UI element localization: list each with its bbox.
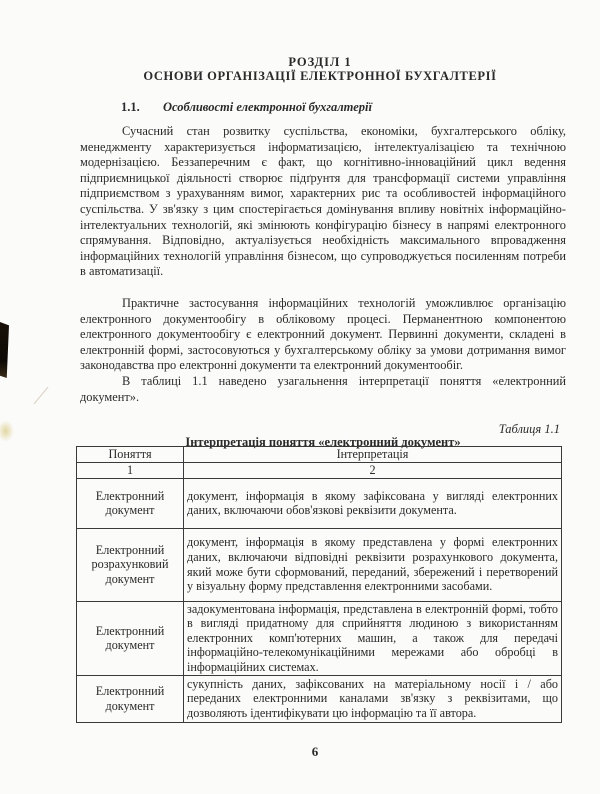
table-row	[77, 675, 562, 722]
definition-cell: задокументована інформація, представлена в електронній формі, тобто в вигляді придатному для сприйняття людиною з використанням електронних комп'ютерних машин, а також для передачі інформаційно-телекомунікаційними мережами або обробці в інформаційних системах.	[184, 601, 562, 675]
table-caption: Таблиця 1.1	[498, 422, 560, 436]
interpretation-table	[76, 446, 562, 723]
concept-cell: Електронний документ	[77, 601, 184, 675]
column-number-2: 2	[184, 463, 562, 479]
table-row	[77, 601, 562, 675]
paragraph-3: В таблиці 1.1 наведено узагальнення інтерпретації поняття «електронний документ».	[80, 374, 566, 404]
header-interpretation: Інтерпретація	[184, 447, 562, 463]
section-number: 1.1.	[121, 100, 140, 114]
header-concept: Поняття	[77, 447, 184, 463]
paragraph-1: Сучасний стан розвитку суспільства, економіки, бухгалтерського обліку, менеджменту характеризується інформатизацією, інтелектуалізацією та технічною модернізацією. Беззаперечним є факт, що когнітивно-інноваційний цикл ведення підприємницької діяльності створює підґрунтя для трансформації системи управління підприємством з урахуванням вимог, характерних рис та особливостей інформаційного суспільства. У зв'язку з цим спостерігається домінування впливу новітніх інформаційно-інтелектуальних технологій, які змінюють конфігурацію бізнесу в напрямі електронного спрямування. Відповідно, актуалізується необхідність максимального впровадження інформаційних технологій управління бізнесом, що супроводжується посиленням потреби в автоматизації.	[80, 124, 566, 279]
scan-stain-artifact	[0, 420, 14, 442]
table-row	[77, 528, 562, 601]
column-number-1: 1	[77, 463, 184, 479]
scan-edge-artifact	[0, 322, 9, 378]
concept-cell: Електронний документ	[77, 675, 184, 722]
concept-cell: Електронний документ	[77, 478, 184, 528]
chapter-title: ОСНОВИ ОРГАНІЗАЦІЇ ЕЛЕКТРОННОЇ БУХГАЛТЕРІЇ	[143, 69, 497, 83]
paragraph-2: Практичне застосування інформаційних технологій уможливлює організацію електронного документообігу в обліковому процесі. Перманентною компонентою електронного документообігу є електронний документ. Первинні документи, складені в електронній формі, застосовуються у бухгалтерському обліку за умови дотримання вимог законодавства про електронні документи та електронний документообіг.	[80, 296, 566, 373]
scan-line-artifact	[34, 387, 49, 404]
concept-cell: Електронний розрахунковий документ	[77, 528, 184, 601]
definition-cell: сукупність даних, зафіксованих на матеріальному носії і / або переданих електронними каналами зв'язку з реквізитами, що дозволяють ідентифікувати цю інформацію та її автора.	[184, 675, 562, 722]
definition-cell: документ, інформація в якому зафіксована у вигляді електронних даних, включаючи обов'язкові реквізити документа.	[184, 478, 562, 528]
section-title: Особливості електронної бухгалтерії	[163, 100, 372, 114]
table-header-row	[77, 447, 562, 463]
page-number: 6	[311, 744, 319, 759]
chapter-label: РОЗДІЛ 1	[288, 55, 352, 69]
table-title: Інтерпретація поняття «електронний документ»	[185, 435, 461, 449]
table-row	[77, 478, 562, 528]
column-number-row	[77, 463, 562, 479]
definition-cell: документ, інформація в якому представлена у формі електронних даних, включаючи відповідні реквізити розрахункового документа, який може бути сформований, переданий, збережений і перетворений у візуальну форму представлення електронними засобами.	[184, 528, 562, 601]
section-heading	[121, 100, 372, 115]
